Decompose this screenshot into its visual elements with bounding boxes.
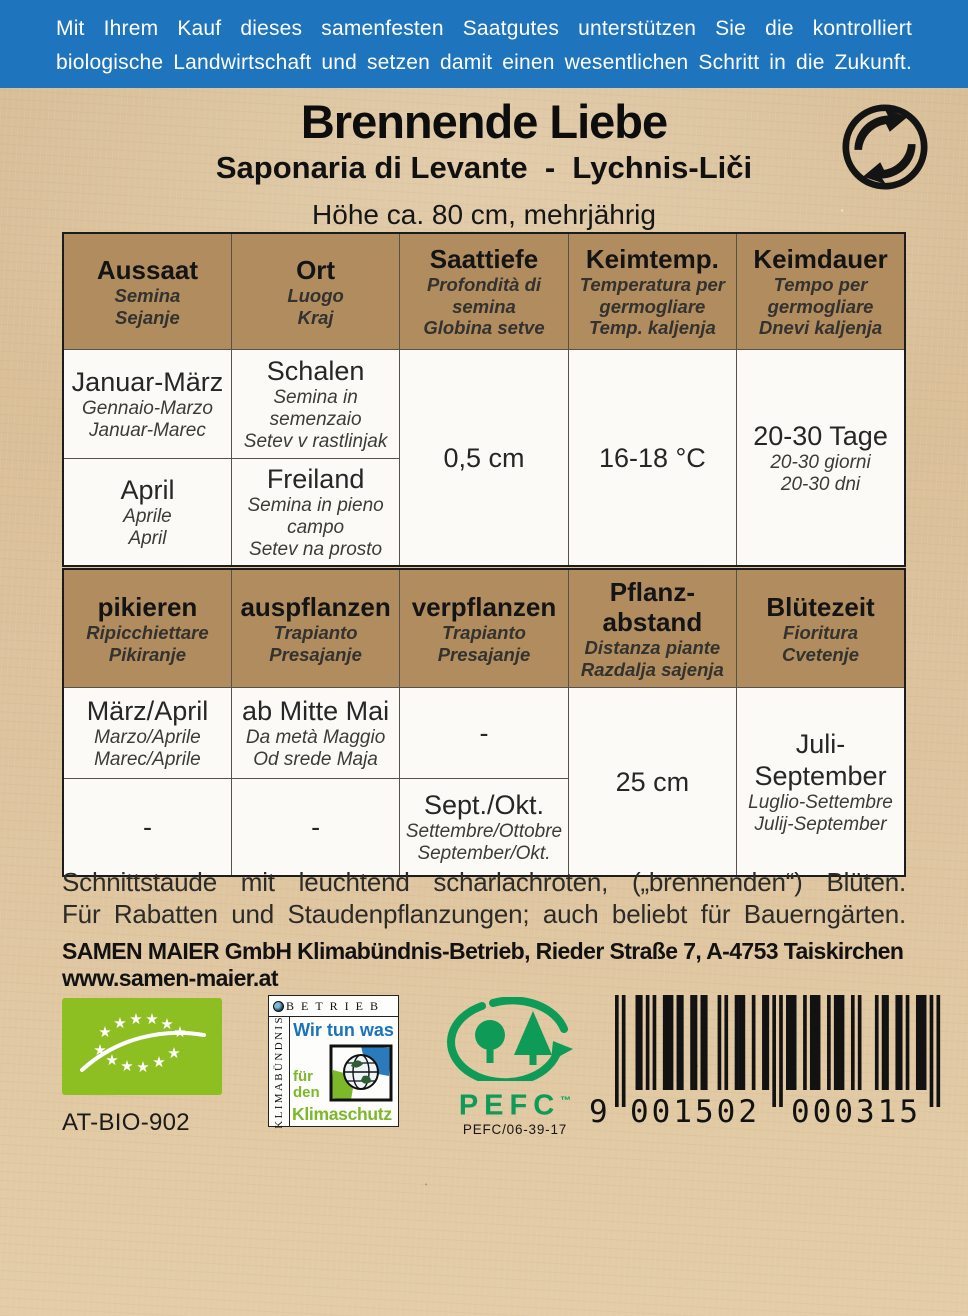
page-title: Brennende Liebe xyxy=(300,95,668,148)
banner-line-2: biologische Landwirtschaft und setzen damit einen wesentlichen Schritt in die Zukunft. xyxy=(56,50,912,74)
header-label-it: Trapianto xyxy=(442,622,526,643)
header-label-it: Fioritura xyxy=(783,622,859,643)
svg-text:★: ★ xyxy=(120,1057,134,1075)
header-label-si: Temp. kaljenja xyxy=(588,317,716,339)
cell-text-si: Setev v rastlinjak xyxy=(243,431,388,452)
cell-text-si: Marec/Aprile xyxy=(94,749,201,770)
ean-barcode xyxy=(588,995,944,1130)
description-line-1: Schnittstaude mit leuchtend scharlachroten, („brennenden“) Blüten. xyxy=(62,867,906,897)
description-line-2: Für Rabatten und Staudenpflanzungen; auch beliebt für Bauerngärten. xyxy=(62,899,906,929)
certification-logos xyxy=(0,995,968,1145)
cell-text-si: Julij-September xyxy=(754,813,887,835)
header-label-it: Profondità di semina xyxy=(426,274,542,317)
cell-auspflanzen-1 xyxy=(231,688,399,779)
header-label-de: Saattiefe xyxy=(429,244,539,275)
header-label-it: Trapianto xyxy=(273,622,358,643)
header-aussaat xyxy=(63,233,231,350)
globe-dot-icon xyxy=(273,1001,284,1012)
header-saattiefe xyxy=(400,233,568,350)
header-label-de: Aussaat xyxy=(96,255,199,285)
klimabuendnis-main xyxy=(289,1017,398,1127)
cell-text-de: - xyxy=(479,718,489,748)
header-label-it: Temperatura per germogliare xyxy=(579,274,726,317)
header-label-de: Ort xyxy=(296,255,336,285)
header-label-de: Keimtemp. xyxy=(585,244,719,275)
header-label-it: Tempo per germogliare xyxy=(767,274,874,317)
sowing-table-header-row xyxy=(63,233,905,350)
cell-saattiefe xyxy=(400,350,568,567)
eu-organic-logo xyxy=(62,998,222,1137)
header-label-it: Distanza piante xyxy=(584,637,721,658)
header-label-si: Presajanje xyxy=(269,643,362,665)
svg-text:★: ★ xyxy=(105,1051,119,1069)
svg-text:★: ★ xyxy=(152,1053,166,1071)
sowing-table xyxy=(62,232,906,567)
company-block xyxy=(62,938,922,992)
header-label-it: Ripicchiettare xyxy=(86,622,209,643)
klimabuendnis-slogan: Wir tun was xyxy=(293,1020,394,1040)
cell-keimtemp xyxy=(568,350,736,567)
header-pflanzabstand xyxy=(568,569,736,688)
header-label-si: Globina setve xyxy=(423,317,545,339)
eu-leaf-icon xyxy=(62,998,222,1095)
cell-pikieren-1 xyxy=(63,688,231,779)
header-label-de: auspflanzen xyxy=(240,592,391,622)
header-label-de: pikieren xyxy=(97,592,198,622)
klimabuendnis-word-den: den xyxy=(293,1084,320,1101)
planting-table-row-1 xyxy=(63,688,905,779)
cell-text-it: Da metà Maggio xyxy=(245,727,386,748)
klimabuendnis-logo xyxy=(268,995,399,1127)
cell-text-de: 25 cm xyxy=(615,766,690,797)
cell-text-de: - xyxy=(311,812,321,842)
plant-description xyxy=(62,866,906,930)
cell-verpflanzen-2 xyxy=(400,779,568,877)
cell-text-it: Aprile xyxy=(123,506,172,527)
cell-text-it: Settembre/Ottobre xyxy=(405,821,563,842)
cell-text-it: Semina in semenzaio xyxy=(269,387,362,430)
header-label-de: Pflanz-abstand xyxy=(602,577,703,637)
sowing-table-row-1 xyxy=(63,350,905,459)
header-label-si: Cvetenje xyxy=(781,643,860,665)
header-label-de: Keimdauer xyxy=(753,244,888,275)
cell-text-de: März/April xyxy=(86,696,209,726)
title-block xyxy=(0,97,968,231)
pefc-cert-number: PEFC/06-39-17 xyxy=(462,1121,568,1137)
header-label-it: Semina xyxy=(114,285,181,306)
svg-text:000315: 000315 xyxy=(791,1094,921,1125)
cell-text-si: Od srede Maja xyxy=(253,749,378,770)
cell-verpflanzen-1 xyxy=(400,688,568,779)
cell-text-de: 20-30 Tage xyxy=(753,420,888,451)
svg-text:★: ★ xyxy=(145,1010,159,1028)
blue-banner xyxy=(0,0,968,88)
klimabuendnis-top-bar xyxy=(269,996,398,1017)
svg-text:9: 9 xyxy=(589,1094,611,1125)
pefc-trees-icon xyxy=(445,997,585,1081)
svg-text:★: ★ xyxy=(160,1015,174,1033)
cell-text-it: Luglio-Settembre xyxy=(748,791,893,813)
cell-text-de: 0,5 cm xyxy=(443,442,525,473)
cell-text-it: Semina in pieno campo xyxy=(247,495,384,538)
cell-pflanzabstand xyxy=(568,688,736,877)
cell-text-de: Januar-März xyxy=(71,367,224,397)
cell-pikieren-2 xyxy=(63,779,231,877)
header-ort xyxy=(231,233,399,350)
cell-text-de: ab Mitte Mai xyxy=(242,696,390,726)
cell-text-si: Setev na prosto xyxy=(249,539,383,560)
planting-table xyxy=(62,568,906,877)
globe-sketch-icon xyxy=(327,1042,395,1104)
cell-text-it: Marzo/Aprile xyxy=(94,727,201,748)
company-address: SAMEN MAIER GmbH Klimabündnis-Betrieb, Rieder Straße 7, A-4753 Taiskirchen xyxy=(62,938,904,964)
pefc-wordmark xyxy=(440,1086,590,1121)
svg-text:★: ★ xyxy=(113,1014,127,1032)
cell-text-de: Juli-September xyxy=(754,728,887,791)
cell-aussaat-1 xyxy=(63,350,231,459)
cell-text-si: 20-30 dni xyxy=(780,473,861,495)
header-label-si: Presajanje xyxy=(437,643,531,665)
svg-text:★: ★ xyxy=(173,1023,187,1041)
header-label-si: Dnevi kaljenja xyxy=(758,317,883,339)
company-website: www.samen-maier.at xyxy=(62,965,278,991)
pefc-tm: ™ xyxy=(560,1095,572,1107)
header-bluetezeit xyxy=(737,569,905,688)
page-subtitle: Saponaria di Levante - Lychnis-Liči xyxy=(215,150,753,185)
banner-line-1: Mit Ihrem Kauf dieses samenfesten Saatgutes unterstützen Sie die kontrolliert xyxy=(56,16,912,40)
svg-text:★: ★ xyxy=(129,1010,143,1028)
header-label-de: Blütezeit xyxy=(766,592,875,622)
svg-text:001502: 001502 xyxy=(630,1094,760,1125)
height-info: Höhe ca. 80 cm, mehrjährig xyxy=(312,199,656,230)
cell-text-si: Januar-Marec xyxy=(89,420,206,441)
klimabuendnis-body xyxy=(269,1017,398,1127)
cell-text-it: 20-30 giorni xyxy=(770,451,871,473)
svg-text:★: ★ xyxy=(136,1058,150,1076)
cell-keimdauer xyxy=(737,350,905,567)
header-keimdauer xyxy=(737,233,905,350)
cell-text-de: 16-18 °C xyxy=(598,442,706,473)
cell-text-de: Schalen xyxy=(266,356,365,386)
header-label-si: Kraj xyxy=(297,306,334,328)
cell-text-si: September/Okt. xyxy=(417,843,551,864)
klimabuendnis-word-klimaschutz: Klimaschutz xyxy=(292,1104,392,1124)
bio-control-code: AT-BIO-902 xyxy=(62,1109,190,1136)
klimabuendnis-side-bar xyxy=(269,1017,290,1127)
cell-auspflanzen-2 xyxy=(231,779,399,877)
header-label-it: Luogo xyxy=(287,285,344,306)
klimabuendnis-side-label: KLIMABÜNDNIS xyxy=(273,1015,285,1129)
svg-text:★: ★ xyxy=(167,1044,181,1062)
green-dot-recycling-icon xyxy=(842,104,928,190)
svg-text:★: ★ xyxy=(98,1023,112,1041)
cell-aussaat-2 xyxy=(63,459,231,567)
header-auspflanzen xyxy=(231,569,399,688)
header-label-si: Pikiranje xyxy=(108,643,187,665)
header-label-si: Razdalja sajenja xyxy=(580,658,724,680)
header-label-si: Sejanje xyxy=(115,306,180,328)
header-keimtemp xyxy=(568,233,736,350)
cell-text-si: April xyxy=(128,528,167,549)
header-label-de: verpflanzen xyxy=(411,592,557,622)
cell-ort-2 xyxy=(231,459,399,567)
klimabuendnis-fur-den xyxy=(293,1069,320,1101)
klimabuendnis-betrieb-label: BETRIEB xyxy=(286,998,385,1013)
cell-bluetezeit xyxy=(737,688,905,877)
cell-text-it: Gennaio-Marzo xyxy=(81,398,213,419)
planting-table-header-row xyxy=(63,569,905,688)
cell-text-de: Freiland xyxy=(266,464,365,494)
cell-ort-1 xyxy=(231,350,399,459)
header-pikieren xyxy=(63,569,231,688)
klimabuendnis-word-fur: für xyxy=(293,1068,313,1085)
header-verpflanzen xyxy=(400,569,568,688)
pefc-name-text: PEFC xyxy=(458,1089,561,1122)
pefc-logo xyxy=(440,997,590,1137)
cell-text-de: April xyxy=(120,475,175,505)
cell-text-de: Sept./Okt. xyxy=(423,790,544,820)
svg-text:★: ★ xyxy=(93,1041,107,1059)
cell-text-de: - xyxy=(142,812,152,842)
